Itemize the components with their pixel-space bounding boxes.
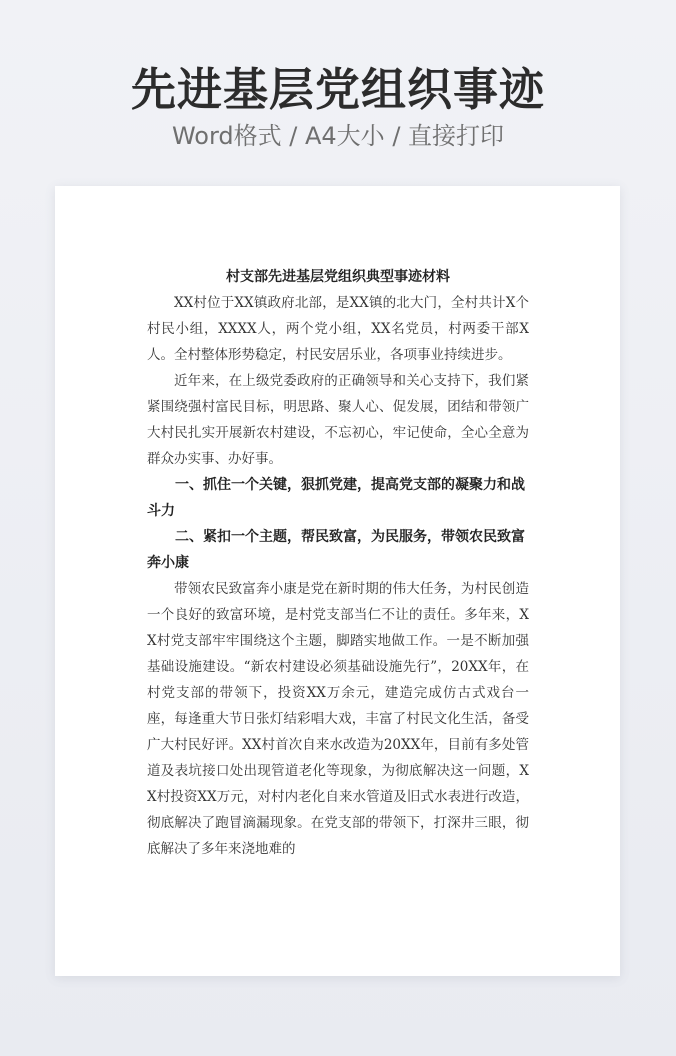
paragraph-recent-years: 近年来，在上级党委政府的正确领导和关心支持下，我们紧紧围绕强村富民目标，明思路、聚人心、促发展，团结和带领广大村民扎实开展新农村建设，不忘初心，牢记使命，全心全意为群众办实事、办好事。: [147, 373, 529, 467]
paragraph-intro: XX村位于XX镇政府北部，是XX镇的北大门，全村共计X个村民小组，XXXX人，两个党小组，XX名党员，村两委干部X人。全村整体形势稳定，村民安居乐业，各项事业持续进步。: [147, 295, 529, 363]
page-title: 先进基层党组织事迹: [130, 63, 545, 116]
document-title: 村支部先进基层党组织典型事迹材料: [226, 269, 450, 285]
section-heading-1: 一、抓住一个关键，狠抓党建，提高党支部的凝聚力和战斗力: [147, 477, 525, 519]
page-subtitle: Word格式 / A4大小 / 直接打印: [171, 122, 505, 150]
document-page: [55, 186, 620, 976]
section-heading-2: 二、紧扣一个主题，帮民致富，为民服务，带领农民致富奔小康: [147, 529, 525, 571]
paragraph-prosperity: 带领农民致富奔小康是党在新时期的伟大任务，为村民创造一个良好的致富环境，是村党支部当仁不让的责任。多年来，XX村党支部牢牢围绕这个主题，脚踏实地做工作。一是不断加强基础设施建设。“新农村建设必须基础设施先行”，20XX年，在村党支部的带领下，投资XX万余元，建造完成仿古式戏台一座，每逢重大节日张灯结彩唱大戏，丰富了村民文化生活，备受广大村民好评。XX村首次自来水改造为20XX年，目前有多处管道及表坑接口处出现管道老化等现象，为彻底解决这一问题，XX村投资XX万元，对村内老化自来水管道及旧式水表进行改造，彻底解决了跑冒滴漏现象。在党支部的带领下，打深井三眼，彻底解决了多年来浇地难的: [147, 581, 529, 857]
document-body: [147, 264, 529, 862]
